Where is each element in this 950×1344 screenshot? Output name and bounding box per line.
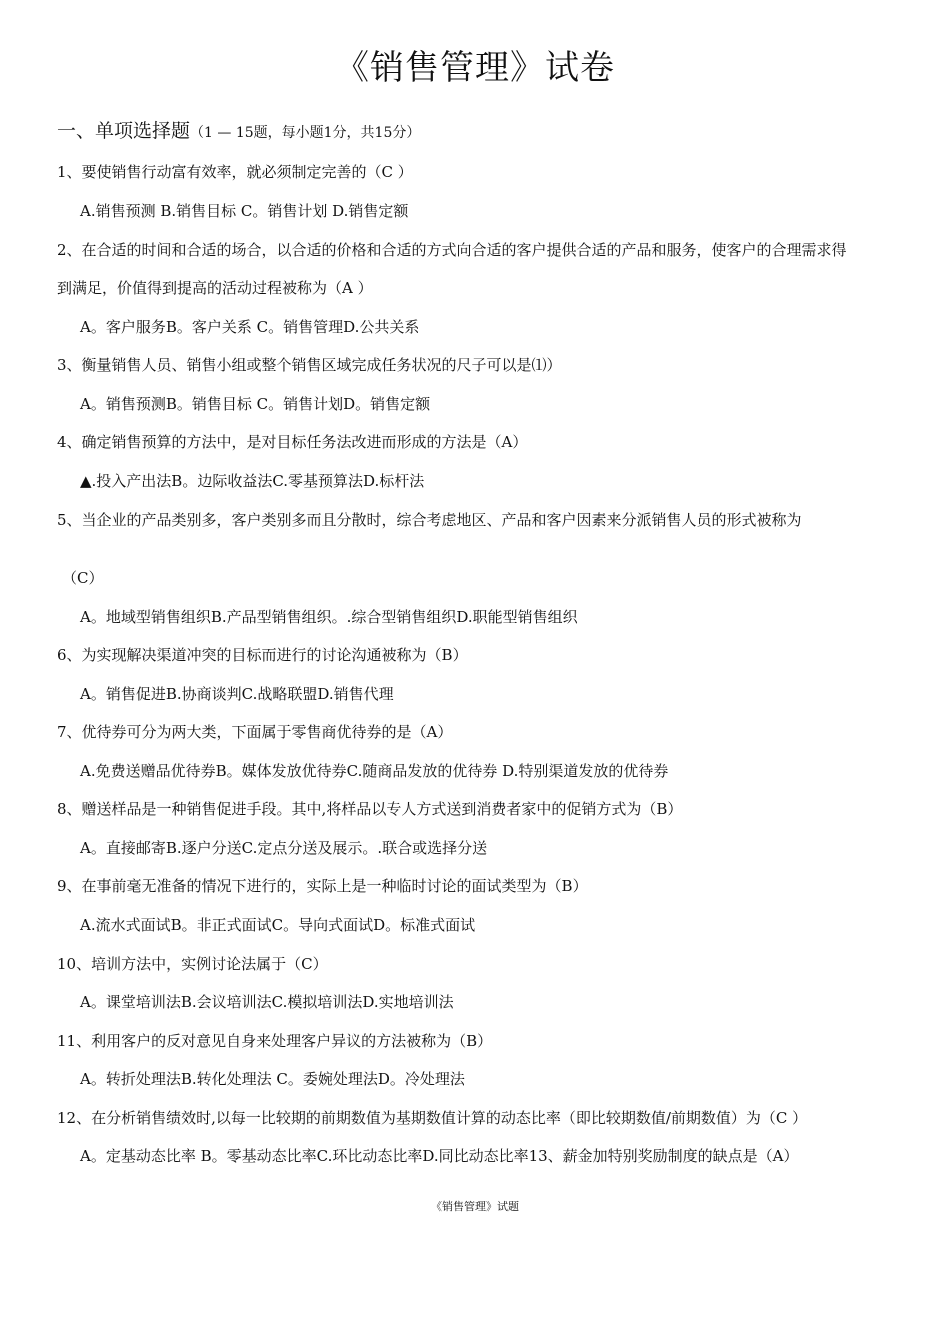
question-1: 1、要使销售行动富有效率，就必须制定完善的（C ） — [57, 163, 413, 181]
options-7: A.免费送赠品优待券B。媒体发放优待券C.随商品发放的优待券 D.特别渠道发放的优待券 — [80, 762, 669, 780]
question-10: 10、培训方法中，实例讨论法属于（C） — [57, 955, 328, 973]
options-3: A。销售预测B。销售目标 C。销售计划D。销售定额 — [80, 395, 431, 413]
options-9: A.流水式面试B。非正式面试C。导向式面试D。标准式面试 — [80, 916, 476, 934]
section-heading — [57, 116, 420, 143]
question-2-continued: 到满足，价值得到提高的活动过程被称为（A ） — [57, 279, 373, 297]
options-4: ▲.投入产出法B。边际收益法C.零基预算法D.标杆法 — [80, 472, 425, 490]
question-12: 12、在分析销售绩效时,以每一比较期的前期数值为基期数值计算的动态比率（即比较期数值/前期数值）为（C ） — [57, 1109, 808, 1127]
options-5: A。地域型销售组织B.产品型销售组织。.综合型销售组织D.职能型销售组织 — [80, 608, 578, 626]
section-note: （1 — 15题，每小题1分，共15分） — [190, 125, 421, 141]
question-5: 5、当企业的产品类别多，客户类别多而且分散时，综合考虑地区、产品和客户因素来分派销售人员的形式被称为 — [57, 511, 802, 529]
section-heading-text: 一、单项选择题 — [57, 120, 191, 142]
question-5-answer: （C） — [62, 569, 104, 587]
page-title: 《销售管理》试卷 — [335, 48, 615, 88]
page-footer: 《销售管理》试题 — [431, 1200, 519, 1213]
options-11: A。转折处理法B.转化处理法 C。委婉处理法D。冷处理法 — [80, 1070, 465, 1088]
question-9: 9、在事前毫无准备的情况下进行的，实际上是一种临时讨论的面试类型为（B） — [57, 877, 588, 895]
question-3: 3、衡量销售人员、销售小组或整个销售区域完成任务状况的尺子可以是⑴） — [57, 356, 562, 374]
question-2: 2、在合适的时间和合适的场合，以合适的价格和合适的方式向合适的客户提供合适的产品和服务，使客户的合理需求得 — [57, 241, 847, 259]
question-4: 4、确定销售预算的方法中，是对目标任务法改进而形成的方法是（A） — [57, 433, 528, 451]
options-8: A。直接邮寄B.逐户分送C.定点分送及展示。.联合或选择分送 — [80, 839, 488, 857]
options-10: A。课堂培训法B.会议培训法C.模拟培训法D.实地培训法 — [80, 993, 454, 1011]
options-12: A。定基动态比率 B。零基动态比率C.环比动态比率D.同比动态比率13、薪金加特别奖励制度的缺点是（A） — [80, 1147, 799, 1165]
options-1: A.销售预测 B.销售目标 C。销售计划 D.销售定额 — [80, 202, 409, 220]
question-6: 6、为实现解决渠道冲突的目标而进行的讨论沟通被称为（B） — [57, 646, 468, 664]
options-2: A。客户服务B。客户关系 C。销售管理D.公共关系 — [80, 318, 420, 336]
question-8: 8、赠送样品是一种销售促进手段。其中,将样品以专人方式送到消费者家中的促销方式为（B） — [57, 800, 683, 818]
options-6: A。销售促进B.协商谈判C.战略联盟D.销售代理 — [80, 685, 394, 703]
question-7: 7、优待券可分为两大类，下面属于零售商优待券的是（A） — [57, 723, 453, 741]
question-11: 11、利用客户的反对意见自身来处理客户异议的方法被称为（B） — [57, 1032, 493, 1050]
